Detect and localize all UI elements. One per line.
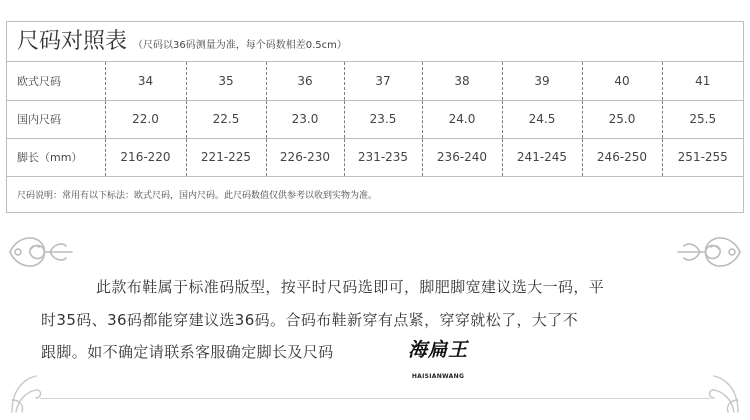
table-cell: 36 [266, 62, 344, 100]
table-cell: 41 [662, 62, 743, 100]
table-cell: 231-235 [344, 138, 422, 176]
table-cell: 23.5 [344, 100, 422, 138]
size-note: 尺码说明：常用有以下标法：欧式尺码，国内尺码。此尺码数值仅供参考以收到实物为准。 [17, 191, 378, 201]
size-table [7, 62, 743, 177]
table-cell: 251-255 [662, 138, 743, 176]
logo-english: HAISIANWANG [411, 373, 465, 380]
description-line-1: 此款布鞋属于标准码版型，按平时尺码选即可，脚肥脚宽建议选大一码，平 [96, 278, 605, 296]
scroll-flourish-icon [6, 228, 76, 276]
brand-logo [407, 338, 469, 384]
table-cell: 25.0 [582, 100, 662, 138]
table-cell: 236-240 [422, 138, 502, 176]
title-note: （尺码以36码测量为准，每个码数相差0.5cm） [133, 40, 347, 51]
table-cell: 34 [105, 62, 186, 100]
table-cell: 24.0 [422, 100, 502, 138]
table-cell: 23.0 [266, 100, 344, 138]
table-cell: 22.5 [186, 100, 266, 138]
description-line-2: 时35码、36码都能穿建议选36码。合码布鞋新穿有点紧，穿穿就松了，大了不 [41, 311, 579, 329]
table-cell: 22.0 [105, 100, 186, 138]
table-cell: 38 [422, 62, 502, 100]
table-cell: 40 [582, 62, 662, 100]
scroll-flourish-icon [674, 228, 744, 276]
table-cell: 246-250 [582, 138, 662, 176]
table-cell: 216-220 [105, 138, 186, 176]
row-header: 国内尺码 [7, 100, 105, 138]
corner-flourish-icon [704, 370, 744, 414]
description-line-3: 跟脚。如不确定请联系客服确定脚长及尺码 [41, 343, 334, 361]
table-cell: 37 [344, 62, 422, 100]
table-row [7, 100, 743, 138]
table-cell: 25.5 [662, 100, 743, 138]
table-cell: 24.5 [502, 100, 582, 138]
divider [40, 398, 710, 399]
size-chart-header [7, 22, 743, 62]
size-chart [6, 21, 744, 213]
table-cell: 226-230 [266, 138, 344, 176]
table-row [7, 62, 743, 100]
row-header: 欧式尺码 [7, 62, 105, 100]
table-cell: 221-225 [186, 138, 266, 176]
table-cell: 241-245 [502, 138, 582, 176]
table-cell: 35 [186, 62, 266, 100]
table-cell: 39 [502, 62, 582, 100]
logo-chinese: 海扁王 [407, 339, 468, 361]
corner-flourish-icon [6, 370, 46, 414]
page-title: 尺码对照表 [17, 29, 128, 54]
row-header: 脚长（mm） [7, 138, 105, 176]
table-row [7, 138, 743, 176]
